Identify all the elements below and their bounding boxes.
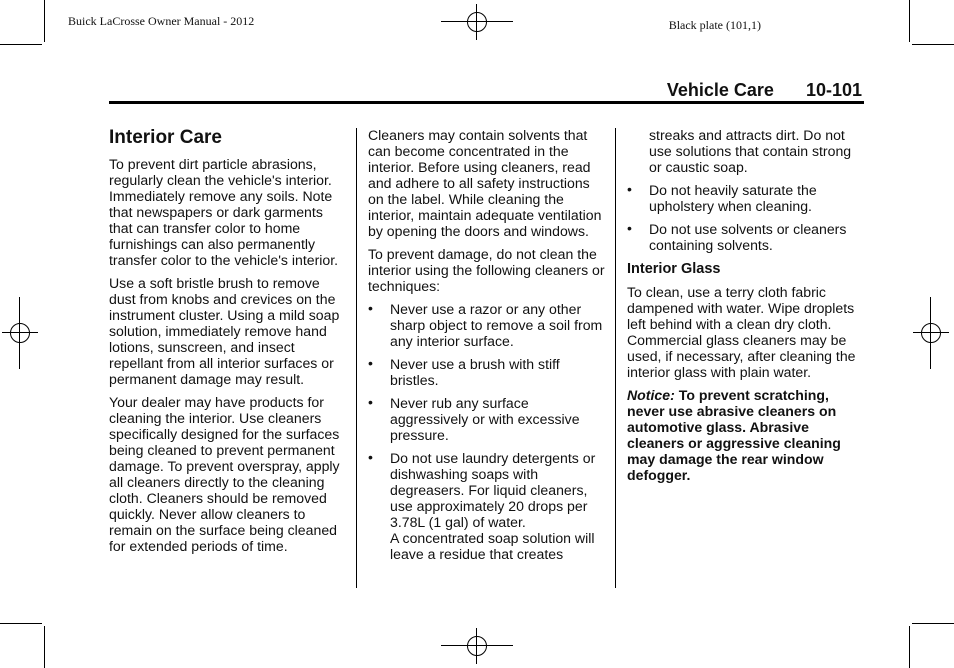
list-item — [368, 301, 608, 349]
paragraph: To prevent dirt particle abrasions, regularly clean the vehicle's interior. Immediately remove any soils. Note that newspapers or dark garments that can transfer color to home furnishings can also permanently transfer color to the vehicle's interior. — [109, 156, 339, 268]
list-item — [627, 221, 864, 253]
column-2 — [368, 127, 608, 569]
bullet-icon: • — [368, 449, 373, 465]
list-item — [368, 395, 608, 443]
crop-mark — [0, 623, 42, 624]
crop-mark — [909, 0, 910, 42]
manual-title: Buick LaCrosse Owner Manual - 2012 — [68, 14, 255, 28]
page-number: 10-101 — [805, 80, 862, 100]
column-divider — [615, 128, 616, 588]
bullet-list — [368, 301, 608, 562]
column-1 — [109, 127, 349, 561]
paragraph: To prevent damage, do not clean the interior using the following cleaners or techniques: — [368, 246, 605, 294]
notice-label: Notice: — [627, 387, 675, 403]
paragraph: Use a soft bristle brush to remove dust from knobs and crevices on the instrument cluster. Using a mild soap solution, immediately remove hand lotions, sunscreen, and insect repellant from all interior surfaces or permanent damage may result. — [109, 275, 340, 387]
list-item — [627, 182, 864, 214]
notice — [627, 387, 864, 483]
plate-label: Black plate (101,1) — [668, 18, 761, 32]
page-title: Interior Care — [109, 127, 222, 148]
crop-mark — [44, 0, 45, 42]
crop-mark — [912, 44, 954, 45]
heading-rule — [109, 101, 864, 104]
bullet-icon: • — [627, 181, 632, 197]
registration-mark-left — [2, 297, 38, 369]
list-item-text: A concentrated soap solution will leave a residue that creates — [390, 530, 595, 562]
bullet-icon: • — [368, 394, 373, 410]
bullet-list — [627, 182, 864, 253]
crop-mark — [44, 626, 45, 668]
notice-text: To prevent scratching, never use abrasive cleaners on automotive glass. Abrasive cleaners or aggressive cleaning may damage the rear window defogger. — [627, 387, 841, 483]
registration-mark-bottom — [441, 628, 513, 664]
crop-mark — [909, 626, 910, 668]
list-item — [368, 356, 608, 388]
crop-mark — [0, 44, 42, 45]
registration-mark-top — [441, 4, 513, 40]
section-heading — [667, 80, 862, 101]
paragraph: Your dealer may have products for cleaning the interior. Use cleaners specifically designed for the surfaces being cleaned to prevent permanent damage. To prevent overspray, apply all cleaners directly to the cleaning cloth. Cleaners should be removed quickly. Never allow cleaners to remain on the surface being cleaned for extended periods of time. — [109, 394, 340, 554]
subsection-title: Interior Glass — [627, 261, 721, 277]
list-item-continuation: streaks and attracts dirt. Do not use solutions that contain strong or caustic soap. — [649, 127, 852, 175]
column-3 — [627, 127, 864, 490]
list-item — [368, 450, 608, 562]
bullet-icon: • — [368, 355, 373, 371]
list-item-text: Never use a razor or any other sharp object to remove a soil from any interior surface. — [390, 301, 603, 349]
paragraph: Cleaners may contain solvents that can become concentrated in the interior. Before using cleaners, read and adhere to all safety instructions on the label. While cleaning the interior, maintain adequate ventilation by opening the doors and windows. — [368, 127, 602, 239]
list-item-text: Never use a brush with stiff bristles. — [390, 356, 560, 388]
paragraph: To clean, use a terry cloth fabric dampened with water. Wipe droplets left behind with a clean dry cloth. Commercial glass cleaners may be used, if necessary, after cleaning the interior glass with plain water. — [627, 284, 856, 380]
column-divider — [356, 128, 357, 588]
list-item-text: Do not use laundry detergents or dishwashing soaps with degreasers. For liquid cleaners, use approximately 20 drops per 3.78L (1 gal) of water. — [390, 450, 596, 530]
bullet-icon: • — [368, 300, 373, 316]
list-item-text: Never rub any surface aggressively or with excessive pressure. — [390, 395, 580, 443]
list-item-text: Do not heavily saturate the upholstery when cleaning. — [649, 182, 817, 214]
section-name: Vehicle Care — [666, 80, 774, 100]
list-item-text: Do not use solvents or cleaners containing solvents. — [649, 221, 847, 253]
crop-mark — [912, 623, 954, 624]
bullet-icon: • — [627, 220, 632, 236]
registration-mark-right — [913, 297, 949, 369]
